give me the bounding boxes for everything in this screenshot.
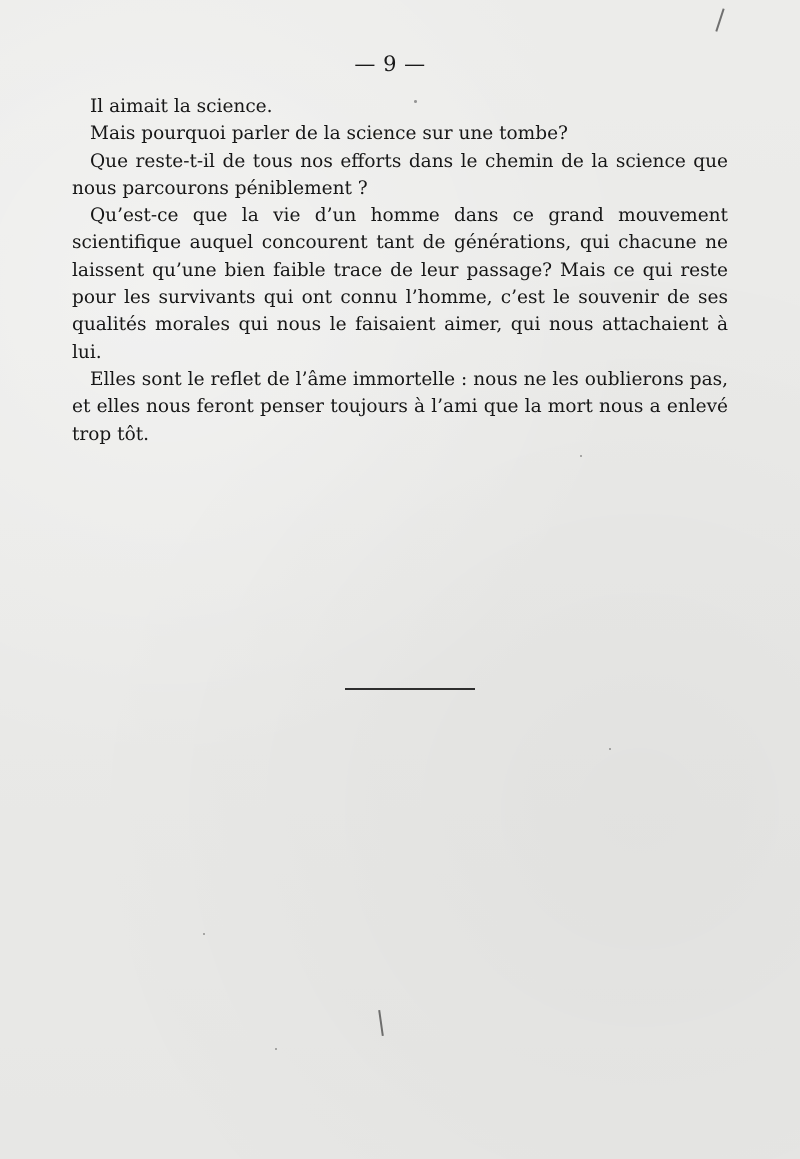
speck [203, 933, 205, 935]
paragraph-2: Mais pourquoi parler de la science sur une tombe? [90, 123, 568, 145]
speck [609, 748, 611, 750]
speck [275, 1048, 277, 1050]
paragraph-3: Que reste-t-il de tous nos efforts dans le chemin de la science que nous parcourons péniblement ? [72, 150, 728, 199]
page-number: — 9 — [354, 52, 426, 76]
paragraph-1: Il aimait la science. [90, 96, 273, 117]
separator-rule [345, 688, 475, 690]
speck [580, 455, 582, 457]
corner-mark [715, 8, 724, 31]
paragraph-4: Qu’est-ce que la vie d’un homme dans ce grand mouvement scientifique auquel concourent tant de générations, qui chacune ne laissent qu’une bien faible trace de leur passage? Mais ce qui reste pour les survivants qui ont connu l’homme, c’est le souvenir de ses qualités morales qui nous le faisaient aimer, qui nous attachaient à lui. [72, 205, 728, 363]
speck [414, 100, 417, 103]
body-text [72, 93, 728, 448]
speck-mark [378, 1010, 384, 1036]
paragraph-5: Elles sont le reflet de l’âme immortelle : nous ne les oublierons pas, et elles nous feront penser toujours à l’ami que la mort nous a enlevé trop tôt. [72, 368, 728, 445]
